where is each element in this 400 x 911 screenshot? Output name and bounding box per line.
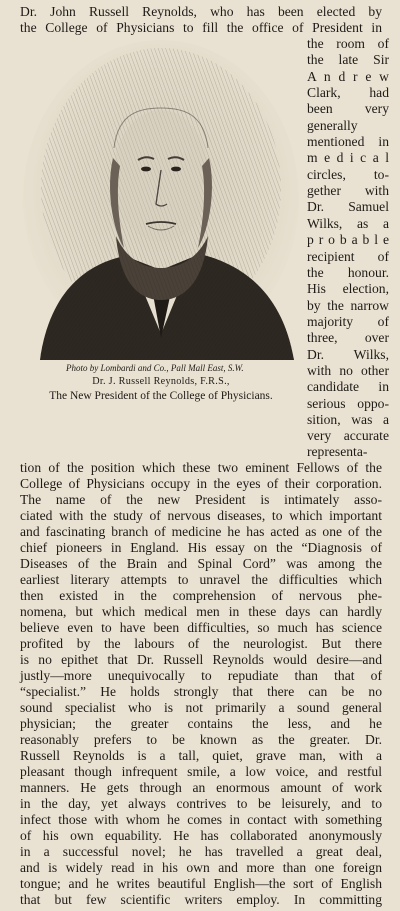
side-line: candidate in	[307, 379, 389, 394]
article-line: is no epithet that Dr. Russell Reynolds would desire—and	[20, 652, 382, 667]
side-line: very accurate	[307, 428, 389, 443]
side-line: A n d r e w	[307, 69, 389, 84]
article-line: in the day, yet always contrives to be leisurely, and to	[20, 796, 382, 811]
article-line: nomena, but which medical men in these days can hardly	[20, 604, 382, 619]
article-line: justly—more unequivocally to repudiate than that of	[20, 668, 382, 683]
article-line: tongue; and he writes beautiful English—the sort of English	[20, 876, 382, 891]
article-line: chief pioneers in England. His essay on the “Diagnosis of	[20, 540, 382, 555]
side-line: m e d i c a l	[307, 150, 389, 165]
article-line: “specialist.” He holds strongly that there can be no	[20, 684, 382, 699]
article-line: manners. He gets through an enormous amount of work	[20, 780, 382, 795]
article-line: believe even to have been difficulties, so much has science	[20, 620, 382, 635]
side-line: three, over	[307, 330, 389, 345]
article-line: reasonably prefers to be known as the greater. Dr.	[20, 732, 382, 747]
side-line: generally	[307, 118, 358, 133]
portrait-caption-name: Dr. J. Russell Reynolds, F.R.S.,	[92, 376, 230, 387]
side-line: by the narrow	[307, 298, 389, 313]
article-line: pleasant though infrequent smile, a low voice, and restful	[20, 764, 382, 779]
side-line: sition, was a	[307, 412, 389, 427]
portrait-caption-title: The New President of the College of Physicians.	[49, 390, 273, 402]
side-line: mentioned in	[307, 134, 389, 149]
article-line: sound specialist who is not primarily a sound general	[20, 700, 382, 715]
side-line: His election,	[307, 281, 389, 296]
article-line: in a successful novel; he has travelled a great deal,	[20, 844, 382, 859]
article-line: that but few scientific writers employ. In committing	[20, 892, 382, 907]
side-line: gether with	[307, 183, 389, 198]
article-line: of his own equability. He has collaborated anonymously	[20, 828, 382, 843]
side-line: the honour.	[307, 265, 389, 280]
side-line: representa-	[307, 444, 368, 459]
article-line: The name of the new President is intimately asso-	[20, 492, 382, 507]
article-line: earliest literary attempts to unravel the difficulties which	[20, 572, 382, 587]
side-line: the late Sir	[307, 52, 389, 67]
side-line: Dr. Wilks,	[307, 347, 389, 362]
article-line: the College of Physicians to fill the office of President in	[20, 20, 382, 35]
side-line: Wilks, as a	[307, 216, 389, 231]
article-line: Dr. John Russell Reynolds, who has been elected by	[20, 4, 382, 19]
side-line: recipient of	[307, 249, 389, 264]
side-line: the room of	[307, 36, 389, 51]
article-line: infect those with whom he comes in contact with something	[20, 812, 382, 827]
article-line: then existed in the comprehension of nervous phe-	[20, 588, 382, 603]
side-line: majority of	[307, 314, 389, 329]
side-line: serious oppo-	[307, 396, 389, 411]
article-line: profited by the labours of the neurologist. But there	[20, 636, 382, 651]
side-line: p r o b a b l e	[307, 232, 389, 247]
side-line: circles, to-	[307, 167, 389, 182]
side-line: been very	[307, 101, 389, 116]
article-line: and fascinating branch of medicine he has acted as one of the	[20, 524, 382, 539]
article-line: Russell Reynolds is a tall, quiet, grave man, with a	[20, 748, 382, 763]
article-line: physician; the greater contains the less, and he	[20, 716, 382, 731]
side-line: Clark, had	[307, 85, 389, 100]
portrait-engraving	[20, 38, 302, 360]
side-line: Dr. Samuel	[307, 199, 389, 214]
side-line: with no other	[307, 363, 389, 378]
article-line: and is widely read in his own and more than one foreign	[20, 860, 382, 875]
article-line: ciated with the study of nervous diseases, to which important	[20, 508, 382, 523]
article-line: College of Physicians occupy in the eyes of their corporation.	[20, 476, 382, 491]
article-line: tion of the position which these two eminent Fellows of the	[20, 460, 382, 475]
photo-credit: Photo by Lombardi and Co., Pall Mall East, S.W.	[66, 363, 244, 373]
article-line: Diseases of the Brain and Spinal Cord” was among the	[20, 556, 382, 571]
